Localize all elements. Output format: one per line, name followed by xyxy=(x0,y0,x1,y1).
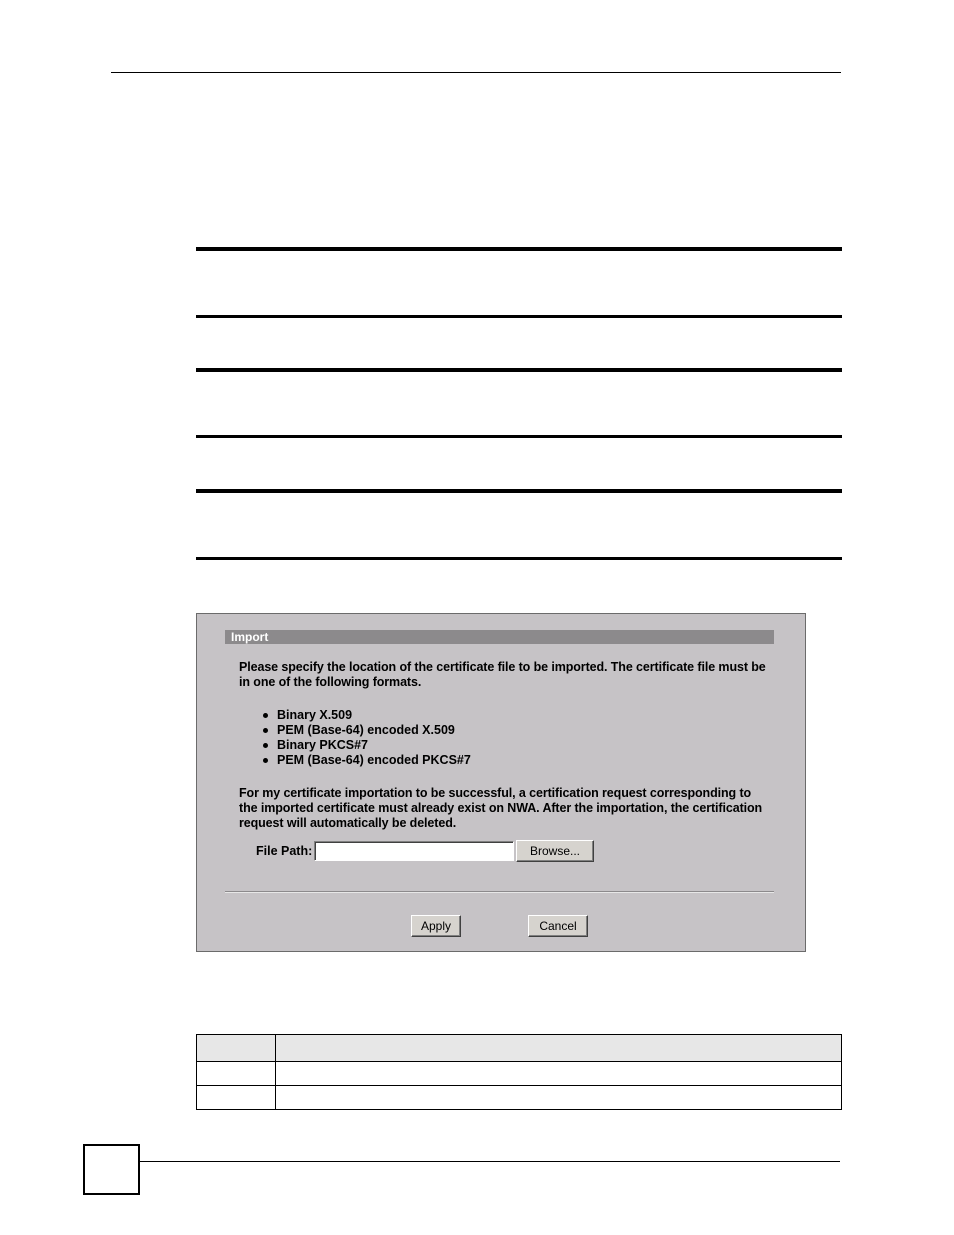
apply-button[interactable]: Apply xyxy=(411,915,461,937)
section-rule xyxy=(196,247,842,251)
format-list xyxy=(261,708,471,768)
table-row xyxy=(197,1062,842,1086)
import-screen xyxy=(196,613,806,952)
format-label: Binary X.509 xyxy=(277,708,353,722)
format-label: PEM (Base-64) encoded PKCS#7 xyxy=(277,753,471,767)
footer-rule xyxy=(140,1161,840,1162)
bullet-icon xyxy=(263,728,268,733)
section-rule xyxy=(196,557,842,560)
description-table xyxy=(196,1034,842,1110)
table-header-cell xyxy=(197,1035,276,1062)
browse-button[interactable]: Browse... xyxy=(516,840,594,862)
list-item xyxy=(261,723,471,738)
bullet-icon xyxy=(263,758,268,763)
import-intro-text: Please specify the location of the certificate file to be imported. The certificate file must be in one of the following formats. xyxy=(239,660,766,689)
table-row xyxy=(197,1086,842,1110)
file-path-label: File Path: xyxy=(256,844,313,858)
section-rule xyxy=(196,489,842,493)
list-item xyxy=(261,708,471,723)
section-rule xyxy=(196,435,842,438)
format-label: Binary PKCS#7 xyxy=(277,738,369,752)
panel-divider xyxy=(225,891,774,893)
section-rule xyxy=(196,315,842,318)
table-cell xyxy=(197,1062,276,1086)
format-label: PEM (Base-64) encoded X.509 xyxy=(277,723,455,737)
file-path-input[interactable] xyxy=(314,841,514,861)
bullet-icon xyxy=(263,713,268,718)
bullet-icon xyxy=(263,743,268,748)
section-rule xyxy=(196,368,842,372)
table-cell xyxy=(276,1086,842,1110)
list-item xyxy=(261,753,471,768)
import-header: Import xyxy=(225,630,774,644)
table-header-cell xyxy=(276,1035,842,1062)
table-cell xyxy=(197,1086,276,1110)
page-number-box xyxy=(83,1144,140,1195)
table-header-row xyxy=(197,1035,842,1062)
list-item xyxy=(261,738,471,753)
header-rule xyxy=(111,72,841,73)
table-cell xyxy=(276,1062,842,1086)
cancel-button[interactable]: Cancel xyxy=(528,915,588,937)
import-note-text: For my certificate importation to be successful, a certification request corresponding to the imported certificate must already exist on NWA. After the importation, the certification request will automatically be deleted. xyxy=(239,786,763,830)
